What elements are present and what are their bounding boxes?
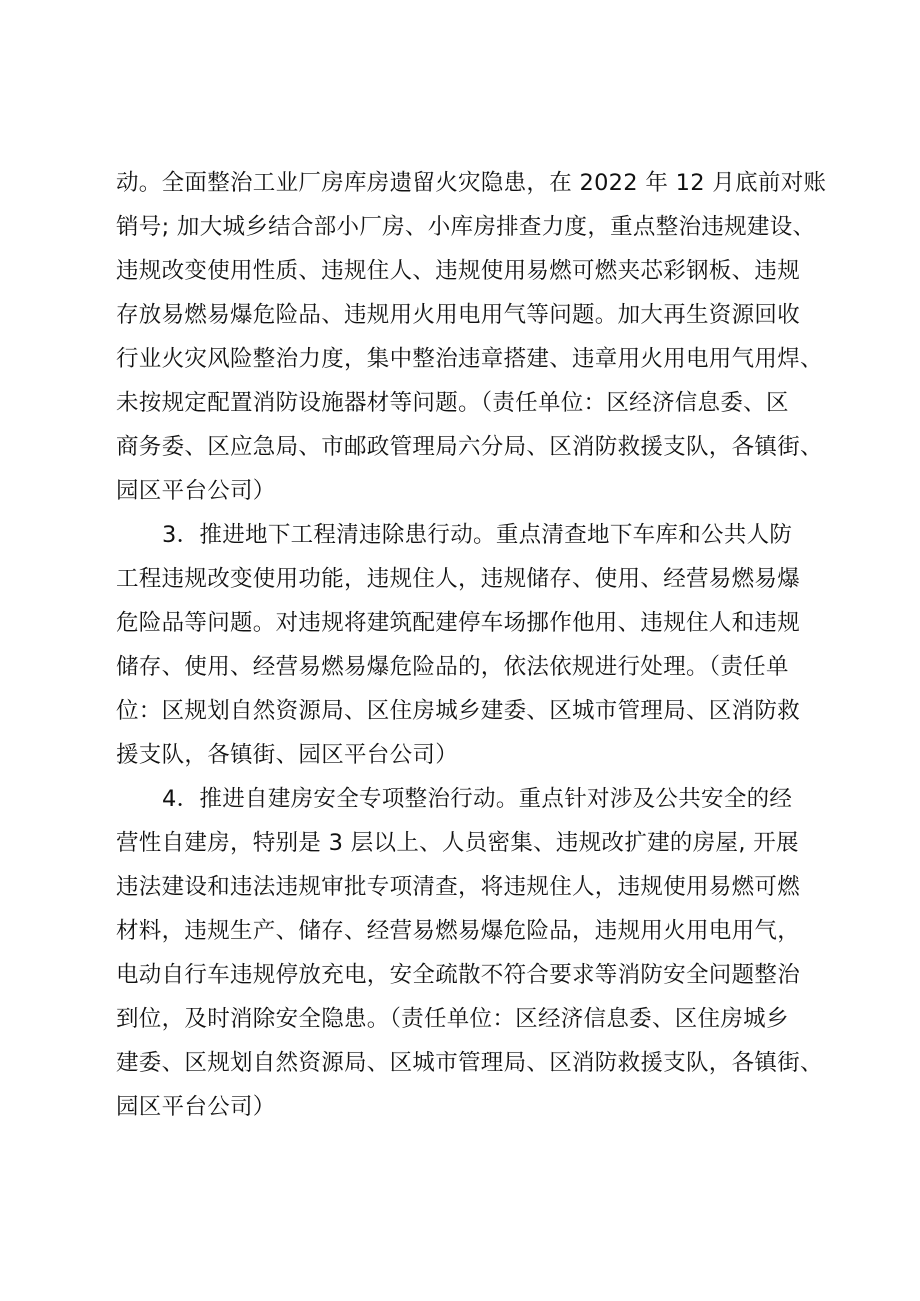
text-line: 到位，及时消除安全隐患。（责任单位：区经济信息委、区住房城乡: [116, 1006, 789, 1032]
text-line: 动。全面整治工业厂房库房遗留火灾隐患，在 2022 年 12 月底前对账: [116, 170, 827, 196]
text-line: 工程违规改变使用功能，违规住人，违规储存、使用、经营易燃易爆: [116, 566, 801, 592]
text-line: 未按规定配置消防设施器材等问题。（责任单位：区经济信息委、区: [116, 390, 789, 416]
text-line: 危险品等问题。对违规将建筑配建停车场挪作他用、违规住人和违规: [116, 610, 801, 636]
section-3-heading-line: 3．推进地下工程清违除患行动。重点清查地下车库和公共人防: [162, 522, 793, 548]
text-line: 建委、区规划自然资源局、区城市管理局、区消防救援支队，各镇街、: [116, 1050, 823, 1076]
text-line: 援支队，各镇街、园区平台公司）: [116, 742, 459, 768]
text-line: 违规改变使用性质、违规住人、违规使用易燃可燃夹芯彩钢板、违规: [116, 258, 801, 284]
text-line: 存放易燃易爆危险品、违规用火用电用气等问题。加大再生资源回收: [116, 302, 801, 328]
text-line: 销号; 加大城乡结合部小厂房、小库房排查力度，重点整治违规建设、: [116, 214, 816, 240]
section-4-heading-line: 4．推进自建房安全专项整治行动。重点针对涉及公共安全的经: [162, 786, 793, 812]
text-line: 电动自行车违规停放充电，安全疏散不符合要求等消防安全问题整治: [116, 962, 801, 988]
text-line: 行业火灾风险整治力度，集中整治违章搭建、违章用火用电用气用焊、: [116, 346, 823, 372]
text-line: 违法建设和违法违规审批专项清查，将违规住人，违规使用易燃可燃: [116, 874, 801, 900]
text-line: 材料，违规生产、储存、经营易燃易爆危险品，违规用火用电用气，: [116, 918, 801, 944]
text-line: 营性自建房，特别是 3 层以上、人员密集、违规改扩建的房屋, 开展: [116, 830, 799, 856]
text-line: 储存、使用、经营易燃易爆危险品的，依法依规进行处理。（责任单: [116, 654, 789, 680]
text-line: 园区平台公司）: [116, 478, 276, 504]
text-line: 位：区规划自然资源局、区住房城乡建委、区城市管理局、区消防救: [116, 698, 801, 724]
text-line: 商务委、区应急局、市邮政管理局六分局、区消防救援支队，各镇街、: [116, 434, 823, 460]
text-line: 园区平台公司）: [116, 1094, 276, 1120]
